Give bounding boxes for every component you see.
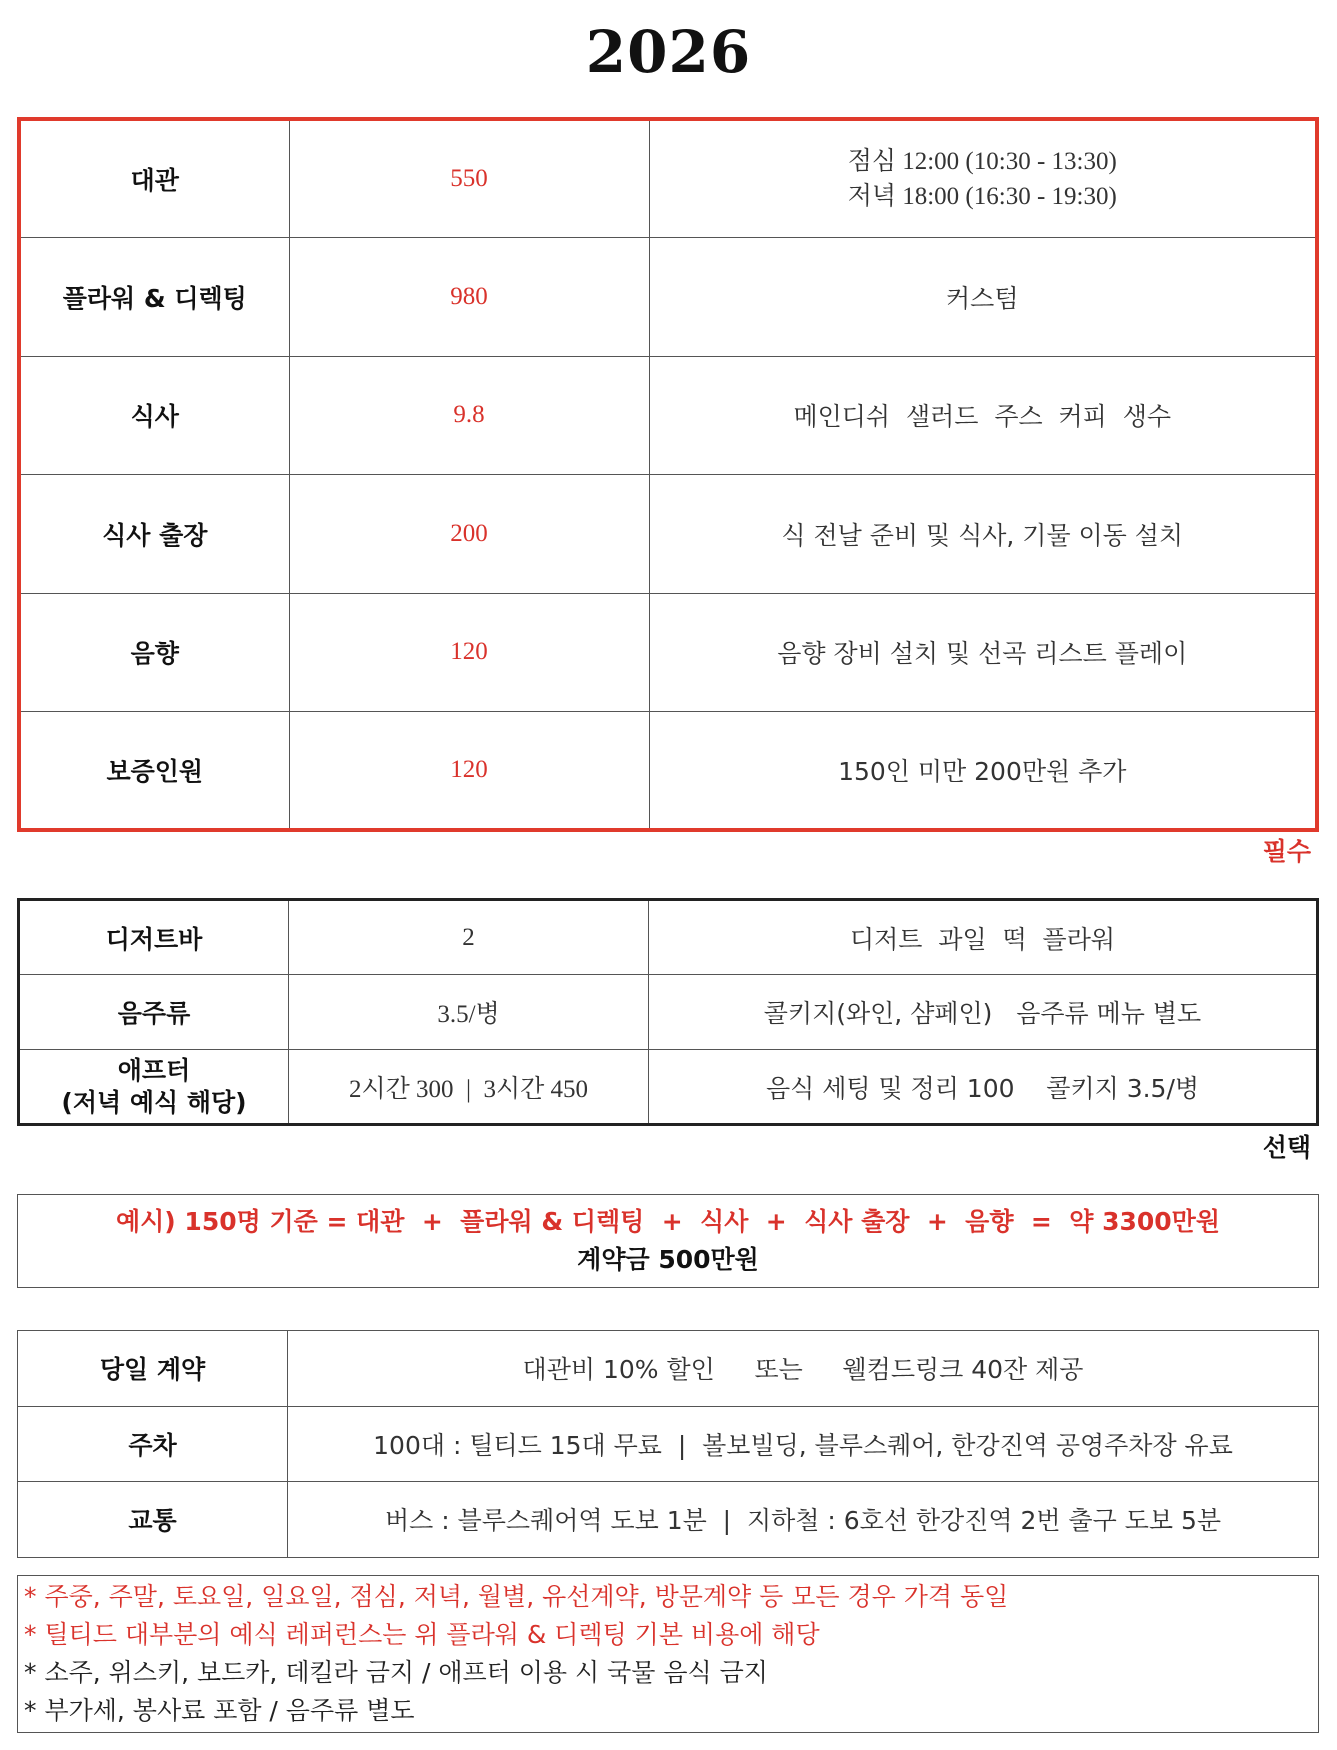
table-row (19, 712, 1317, 831)
info-table (17, 1330, 1319, 1558)
example-total: 예시) 150명 기준 = 대관 + 플라워 & 디렉팅 + 식사 + 식사 출장 + 음향 = 약 3300만원 (116, 1207, 1220, 1236)
item-label: 교통 (18, 1482, 288, 1558)
table-row (19, 119, 1317, 238)
example-box (17, 1194, 1319, 1288)
item-description: 100대 : 틸티드 15대 무료 | 볼보빌딩, 블루스퀘어, 한강진역 공영주차장 유료 (288, 1406, 1319, 1482)
required-tag: 필수 (1262, 837, 1311, 866)
optional-items-table (17, 898, 1319, 1126)
table-row (19, 900, 1318, 975)
deposit-line: 계약금 500만원 (577, 1245, 759, 1274)
item-description: 디저트 과일 떡 플라워 (649, 900, 1318, 975)
item-description: 커스텀 (649, 238, 1317, 357)
item-price: 2 (289, 900, 649, 975)
item-description: 식 전날 준비 및 식사, 기물 이동 설치 (649, 475, 1317, 594)
item-description: 음향 장비 설치 및 선곡 리스트 플레이 (649, 593, 1317, 712)
item-description: 버스 : 블루스퀘어역 도보 1분 | 지하철 : 6호선 한강진역 2번 출구 도보 5분 (288, 1482, 1319, 1558)
item-description (649, 119, 1317, 238)
item-label: 플라워 & 디렉팅 (19, 238, 289, 357)
item-price: 3.5/병 (289, 975, 649, 1050)
item-price: 2시간 300 | 3시간 450 (289, 1050, 649, 1125)
notes-box (17, 1575, 1319, 1733)
item-description: 대관비 10% 할인 또는 웰컴드링크 40잔 제공 (288, 1331, 1319, 1407)
table-row (19, 475, 1317, 594)
table-row (18, 1406, 1319, 1482)
table-row (19, 1050, 1318, 1125)
required-items-table (17, 117, 1319, 832)
item-label (19, 1050, 289, 1125)
item-label: 보증인원 (19, 712, 289, 831)
item-label: 디저트바 (19, 900, 289, 975)
item-description: 메인디쉬 샐러드 주스 커피 생수 (649, 356, 1317, 475)
item-price: 550 (289, 119, 649, 238)
item-label: 식사 출장 (19, 475, 289, 594)
table-row (19, 975, 1318, 1050)
item-price: 200 (289, 475, 649, 594)
item-description: 150인 미만 200만원 추가 (649, 712, 1317, 831)
item-label: 식사 (19, 356, 289, 475)
item-label: 주차 (18, 1406, 288, 1482)
item-price: 120 (289, 712, 649, 831)
note-item: * 틸티드 대부분의 예식 레퍼런스는 위 플라워 & 디렉팅 기본 비용에 해당 (24, 1620, 820, 1649)
note-item: * 주중, 주말, 토요일, 일요일, 점심, 저녁, 월별, 유선계약, 방문계약 등 모든 경우 가격 동일 (24, 1582, 1009, 1611)
item-label: 당일 계약 (18, 1331, 288, 1407)
item-price: 120 (289, 593, 649, 712)
dinner-time: 저녁 18:00 (16:30 - 19:30) (847, 183, 1117, 210)
lunch-time: 점심 12:00 (10:30 - 13:30) (847, 148, 1117, 175)
optional-tag: 선택 (1262, 1133, 1311, 1162)
item-label-line1: 애프터 (117, 1055, 191, 1085)
item-label: 음주류 (19, 975, 289, 1050)
item-label: 음향 (19, 593, 289, 712)
item-label-line2: (저녁 예식 해당) (61, 1087, 247, 1117)
item-price: 980 (289, 238, 649, 357)
item-label: 대관 (19, 119, 289, 238)
item-description: 음식 세팅 및 정리 100 콜키지 3.5/병 (649, 1050, 1318, 1125)
page-title: 2026 (585, 18, 752, 86)
table-row (19, 593, 1317, 712)
table-row (18, 1482, 1319, 1558)
table-row (19, 238, 1317, 357)
note-item: * 부가세, 봉사료 포함 / 음주류 별도 (24, 1696, 415, 1725)
item-description: 콜키지(와인, 샴페인) 음주류 메뉴 별도 (649, 975, 1318, 1050)
table-row (19, 356, 1317, 475)
table-row (18, 1331, 1319, 1407)
note-item: * 소주, 위스키, 보드카, 데킬라 금지 / 애프터 이용 시 국물 음식 금지 (24, 1658, 768, 1687)
item-price: 9.8 (289, 356, 649, 475)
